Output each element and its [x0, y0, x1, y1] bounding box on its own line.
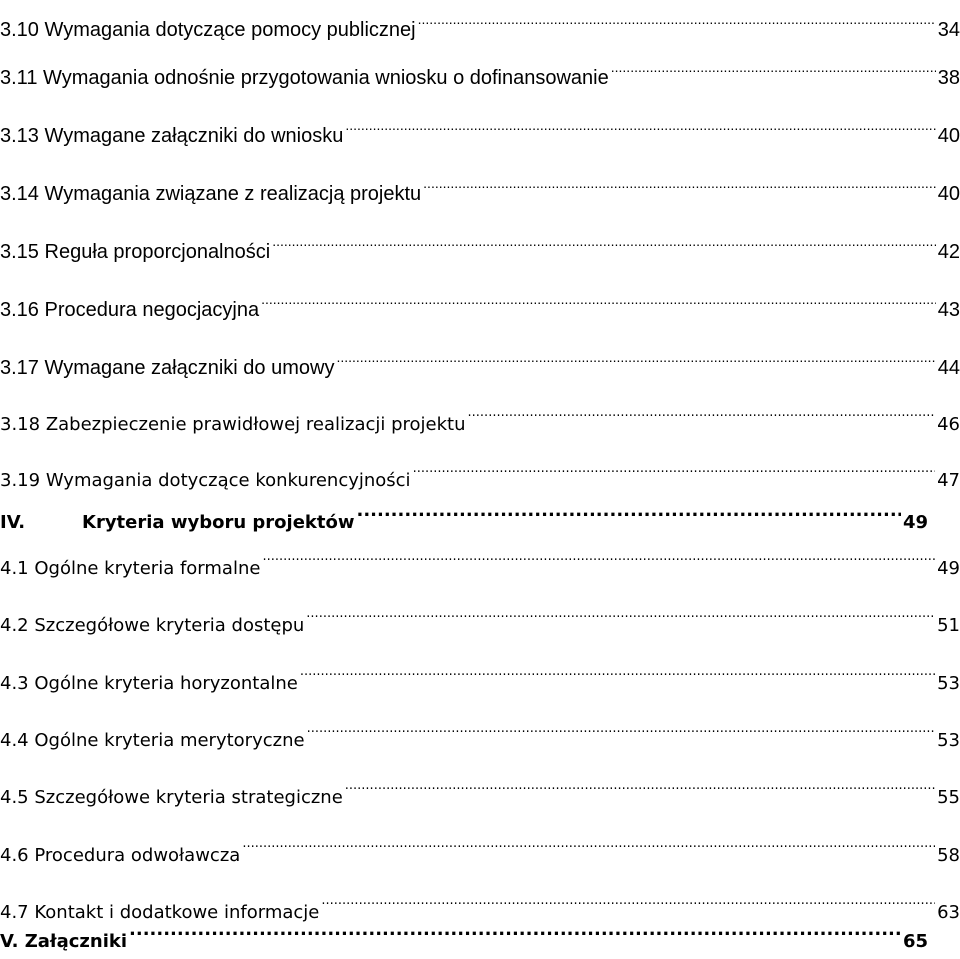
- toc-entry-title: Wymagane załączniki do umowy: [44, 357, 335, 379]
- toc-entry-title: Wymagania dotyczące konkurencyjności: [45, 470, 411, 491]
- toc-entry-title: Załączniki: [24, 931, 128, 952]
- toc-entry-3-15[interactable]: [0, 224, 960, 263]
- toc-entry-3-17[interactable]: [0, 340, 960, 379]
- dot-leader: [307, 712, 936, 746]
- toc-entry-4-6[interactable]: [0, 827, 960, 866]
- toc-entry-page: 42: [937, 241, 960, 263]
- toc-entry-number: 3.15: [0, 241, 39, 263]
- toc-entry-page: 46: [937, 414, 960, 435]
- toc-entry-4-3[interactable]: [0, 655, 960, 694]
- toc-entry-number: V.: [0, 931, 19, 952]
- dot-leader: [345, 769, 935, 803]
- toc-entry-title: Reguła proporcjonalności: [44, 241, 271, 263]
- toc-entry-3-16[interactable]: [0, 282, 960, 321]
- dot-leader: [356, 494, 900, 528]
- toc-entry-title: Wymagania dotyczące pomocy publicznej: [44, 19, 416, 41]
- dot-leader: [300, 655, 935, 689]
- toc-entry-title: Szczegółowe kryteria dostępu: [34, 615, 305, 636]
- toc-entry-3-19[interactable]: [0, 452, 960, 491]
- toc-entry-3-10[interactable]: [0, 2, 960, 41]
- toc-entry-title: Szczegółowe kryteria strategiczne: [34, 787, 343, 808]
- toc-entry-page: 40: [937, 183, 960, 205]
- toc-entry-page: 49: [902, 512, 928, 533]
- toc-entry-page: 40: [937, 125, 960, 147]
- toc-entry-number: 4.2: [0, 615, 29, 636]
- dot-leader: [345, 108, 935, 142]
- toc-entry-number: 3.19: [0, 470, 41, 491]
- toc-entry-3-14[interactable]: [0, 166, 960, 205]
- toc-entry-number: 4.7: [0, 902, 29, 923]
- toc-entry-number: 3.18: [0, 414, 41, 435]
- dot-leader: [129, 913, 901, 947]
- toc-entry-number: 3.16: [0, 299, 39, 321]
- toc-entry-4-2[interactable]: [0, 597, 960, 636]
- toc-entry-number: 4.6: [0, 845, 29, 866]
- toc-entry-number: 4.1: [0, 558, 29, 579]
- dot-leader: [262, 540, 935, 574]
- toc-entry-number: IV.: [0, 512, 26, 533]
- toc-entry-number: 3.14: [0, 183, 39, 205]
- toc-entry-page: 44: [937, 357, 960, 379]
- toc-entry-4-1[interactable]: [0, 540, 960, 579]
- toc-entry-title: Procedura odwoławcza: [34, 845, 241, 866]
- toc-entry-page: 65: [902, 931, 928, 952]
- toc-entry-page: 58: [937, 845, 960, 866]
- toc-entry-number: 3.11: [0, 67, 38, 89]
- toc-entry-page: 34: [937, 19, 960, 41]
- toc-entry-page: 55: [937, 787, 960, 808]
- dot-leader: [611, 50, 936, 84]
- toc-entry-number: 4.3: [0, 673, 29, 694]
- dot-leader: [418, 2, 936, 36]
- toc-entry-page: 51: [937, 615, 960, 636]
- toc-entry-number: 4.4: [0, 730, 29, 751]
- toc-entry-title: Kryteria wyboru projektów: [82, 512, 355, 533]
- toc-entry-title: Procedura negocjacyjna: [44, 299, 260, 321]
- toc-entry-title: Wymagania odnośnie przygotowania wniosku o dofinansowanie: [43, 67, 609, 89]
- dot-leader: [242, 827, 935, 861]
- dot-leader: [272, 224, 936, 258]
- dot-leader: [261, 282, 936, 316]
- toc-entry-page: 47: [937, 470, 960, 491]
- toc-entry-page: 43: [937, 299, 960, 321]
- dot-leader: [336, 340, 935, 374]
- toc-entry-4-5[interactable]: [0, 769, 960, 808]
- toc-entry-title: Wymagania związane z realizacją projektu: [44, 183, 422, 205]
- toc-chapter-v[interactable]: [0, 913, 928, 952]
- toc-entry-title: Kontakt i dodatkowe informacje: [34, 902, 320, 923]
- toc-entry-title: Ogólne kryteria horyzontalne: [34, 673, 298, 694]
- toc-entry-number: 4.5: [0, 787, 29, 808]
- toc-entry-3-18[interactable]: [0, 396, 960, 435]
- toc-entry-title: Zabezpieczenie prawidłowej realizacji projektu: [45, 414, 466, 435]
- toc-entry-page: 49: [937, 558, 960, 579]
- toc-entry-page: 53: [937, 673, 960, 694]
- toc-entry-3-13[interactable]: [0, 108, 960, 147]
- toc-entry-title: Ogólne kryteria formalne: [34, 558, 261, 579]
- toc-entry-page: 63: [937, 902, 960, 923]
- toc-entry-title: Wymagane załączniki do wniosku: [44, 125, 344, 147]
- dot-leader: [423, 166, 936, 200]
- toc-entry-page: 38: [937, 67, 960, 89]
- dot-leader: [413, 452, 936, 486]
- toc-entry-4-4[interactable]: [0, 712, 960, 751]
- toc-entry-number: 3.17: [0, 357, 39, 379]
- toc-entry-3-11[interactable]: [0, 50, 960, 89]
- toc-entry-number: 3.13: [0, 125, 39, 147]
- dot-leader: [306, 597, 935, 631]
- toc-entry-page: 53: [937, 730, 960, 751]
- toc-chapter-iv[interactable]: [0, 494, 928, 533]
- toc-entry-number: 3.10: [0, 19, 39, 41]
- dot-leader: [468, 396, 936, 430]
- toc-entry-title: Ogólne kryteria merytoryczne: [34, 730, 305, 751]
